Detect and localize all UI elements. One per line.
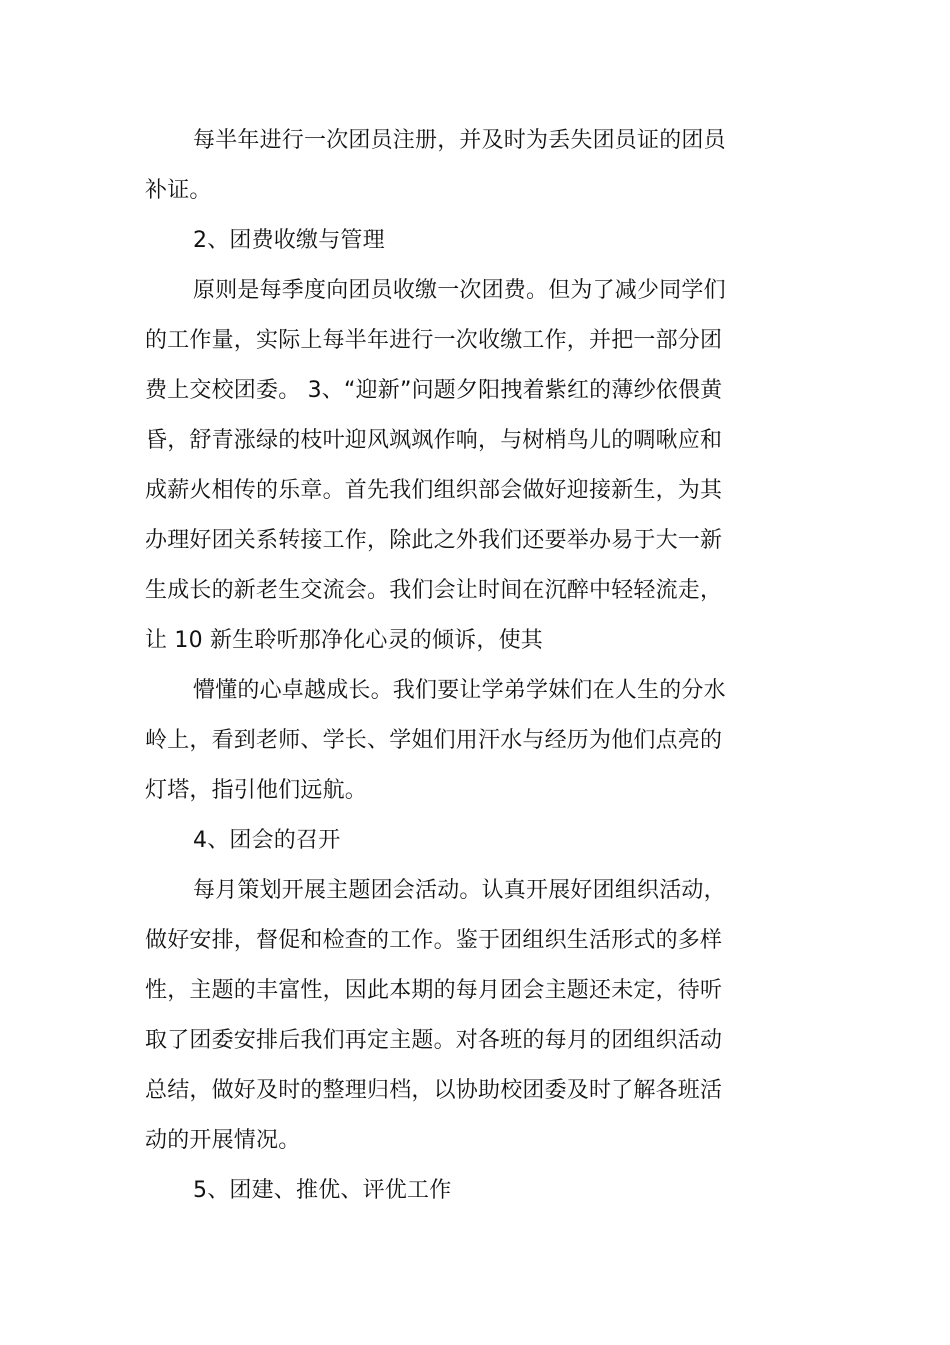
paragraph-line: 取了团委安排后我们再定主题。对各班的每月的团组织活动 bbox=[145, 1028, 723, 1053]
paragraph-line: 补证。 bbox=[145, 178, 212, 203]
paragraph-line: 昏，舒青涨绿的枝叶迎风飒飒作响，与树梢鸟儿的啁啾应和 bbox=[145, 428, 723, 453]
paragraph-line: 性，主题的丰富性，因此本期的每月团会主题还未定，待听 bbox=[145, 978, 723, 1003]
paragraph-line: 动的开展情况。 bbox=[145, 1128, 301, 1153]
paragraph-line: 成薪火相传的乐章。首先我们组织部会做好迎接新生，为其 bbox=[145, 478, 723, 503]
paragraph-line: 原则是每季度向团员收缴一次团费。但为了减少同学们 bbox=[193, 278, 726, 303]
paragraph-line: 让 10 新生聆听那净化心灵的倾诉，使其 bbox=[145, 628, 543, 653]
paragraph-line: 总结，做好及时的整理归档，以协助校团委及时了解各班活 bbox=[145, 1078, 723, 1103]
paragraph-line: 做好安排，督促和检查的工作。鉴于团组织生活形式的多样 bbox=[145, 928, 723, 953]
paragraph-line: 每月策划开展主题团会活动。认真开展好团组织活动， bbox=[193, 878, 726, 903]
paragraph-line: 灯塔，指引他们远航。 bbox=[145, 778, 368, 803]
paragraph-line: 每半年进行一次团员注册，并及时为丢失团员证的团员 bbox=[193, 128, 726, 153]
paragraph-line: 生成长的新老生交流会。我们会让时间在沉醉中轻轻流走， bbox=[145, 578, 723, 603]
section-heading: 4、团会的召开 bbox=[193, 828, 341, 853]
section-heading: 2、团费收缴与管理 bbox=[193, 228, 385, 253]
paragraph-line: 办理好团关系转接工作，除此之外我们还要举办易于大一新 bbox=[145, 528, 723, 553]
paragraph-line: 懵懂的心卓越成长。我们要让学弟学妹们在人生的分水 bbox=[193, 678, 726, 703]
paragraph-line: 费上交校团委。 3、“迎新”问题夕阳拽着紫红的薄纱依偎黄 bbox=[145, 378, 723, 403]
section-heading: 5、团建、推优、评优工作 bbox=[193, 1178, 452, 1203]
paragraph-line: 岭上，看到老师、学长、学姐们用汗水与经历为他们点亮的 bbox=[145, 728, 723, 753]
paragraph-line: 的工作量，实际上每半年进行一次收缴工作，并把一部分团 bbox=[145, 328, 723, 353]
